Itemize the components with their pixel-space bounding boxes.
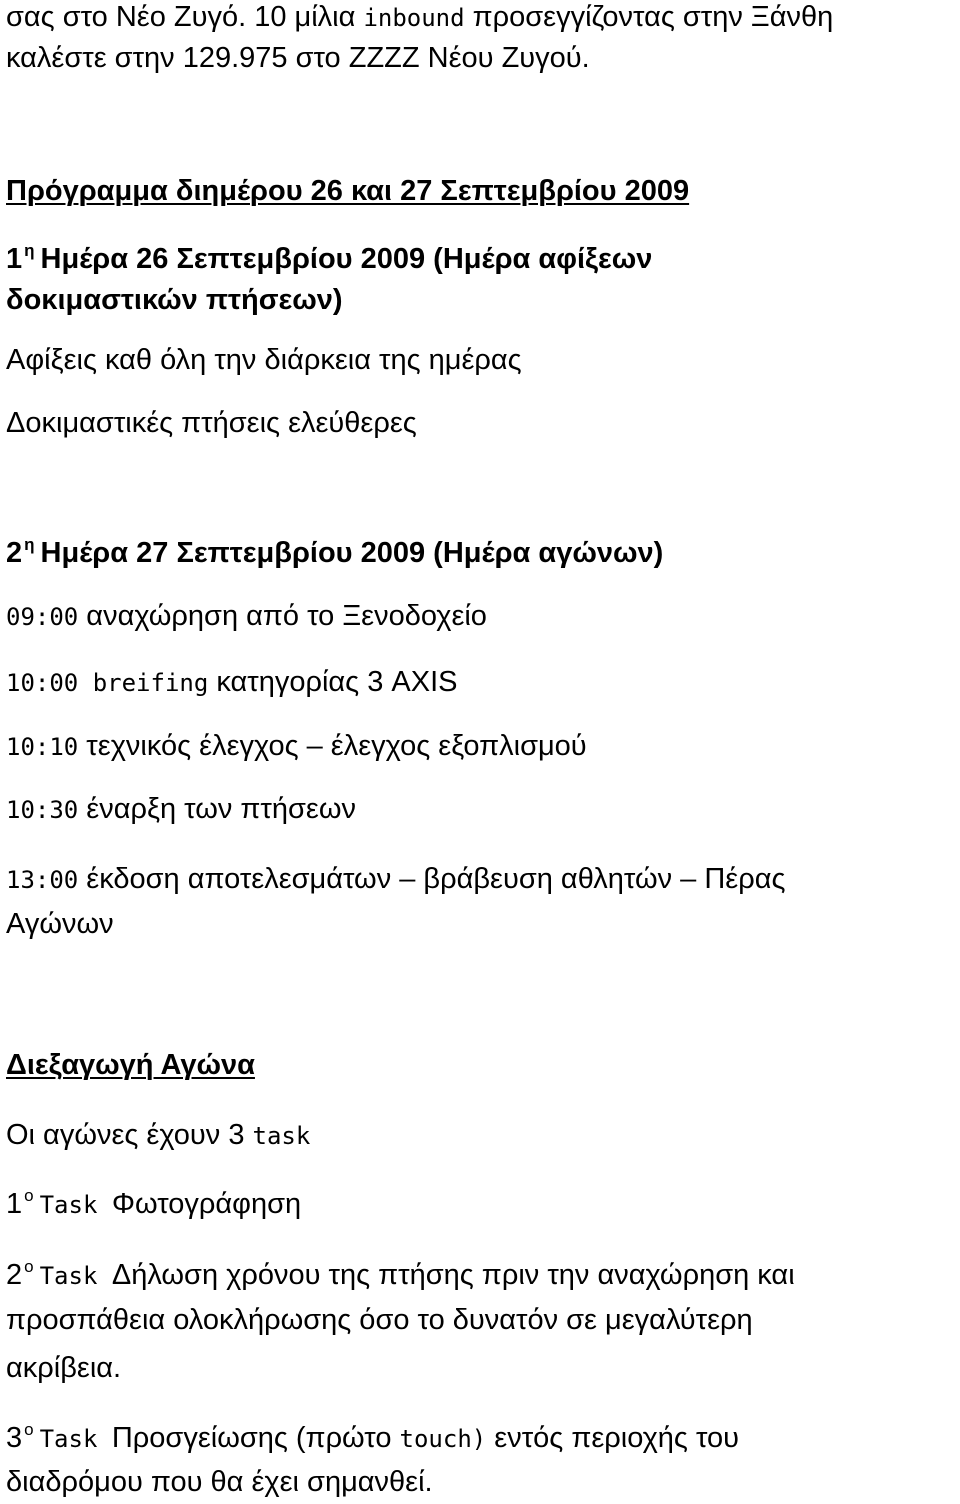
task-number: 2: [6, 1259, 23, 1291]
schedule-item: [6, 792, 356, 827]
task-ordinal: ο: [24, 1257, 34, 1276]
day2-ordinal: η: [24, 535, 35, 554]
task-2: [6, 1258, 795, 1293]
schedule-text: έκδοση αποτελεσμάτων – βράβευση αθλητών – Πέρας: [78, 863, 786, 895]
task-ordinal: ο: [24, 1186, 34, 1205]
schedule-text: τεχνικός έλεγχος – έλεγχος εξοπλισμού: [78, 730, 587, 762]
task-number: 3: [6, 1422, 23, 1454]
intro-line-1: [6, 0, 833, 35]
schedule-item: [6, 665, 458, 700]
intro-line-2: καλέστε στην 129.975 στο ZZZZ Νέου Ζυγού.: [6, 42, 590, 74]
day2-title-text: Ημέρα 27 Σεπτεμβρίου 2009 (Ημέρα αγώνων): [40, 537, 664, 569]
task-1: [6, 1187, 301, 1222]
schedule-time: 10:30: [6, 796, 79, 824]
task-text: Προσγείωσης (πρώτο: [111, 1422, 400, 1454]
task-label: Task: [39, 1262, 112, 1290]
conduct-intro-mono: task: [252, 1122, 311, 1150]
schedule-item: [6, 862, 785, 897]
task-text: Δήλωση χρόνου της πτήσης πριν την αναχώρηση και: [111, 1259, 795, 1291]
intro-text: προσεγγίζοντας στην Ξάνθη: [464, 1, 834, 33]
schedule-item: [6, 599, 487, 634]
schedule-item: [6, 729, 587, 764]
schedule-time: 13:00: [6, 866, 79, 894]
task-label: Task: [39, 1191, 112, 1219]
day1-ordinal: η: [24, 241, 35, 260]
task-text: εντός περιοχής του: [486, 1422, 739, 1454]
task-label: Task: [39, 1425, 112, 1453]
schedule-text: κατηγορίας 3 AXIS: [208, 666, 458, 698]
schedule-time: 09:00: [6, 603, 79, 631]
schedule-text: έναρξη των πτήσεων: [78, 793, 356, 825]
day1-number: 1: [6, 243, 23, 275]
conduct-intro: [6, 1118, 310, 1153]
conduct-intro-text: Οι αγώνες έχουν 3: [6, 1119, 253, 1151]
program-heading: Πρόγραμμα διημέρου 26 και 27 Σεπτεμβρίου 2009: [6, 175, 690, 207]
schedule-time: 10:10: [6, 733, 79, 761]
task-text: Φωτογράφηση: [111, 1188, 302, 1220]
task-2-cont: προσπάθεια ολοκλήρωσης όσο το δυνατόν σε μεγαλύτερη: [6, 1304, 753, 1336]
day1-title-text: Ημέρα 26 Σεπτεμβρίου 2009 (Ημέρα αφίξεων: [40, 243, 653, 275]
conduct-heading: Διεξαγωγή Αγώνα: [6, 1049, 255, 1081]
intro-text: σας στο Νέο Ζυγό. 10 μίλια: [6, 1, 364, 33]
day1-item-arrivals: Αφίξεις καθ όλη την διάρκεια της ημέρας: [6, 344, 522, 376]
intro-mono-word: inbound: [363, 4, 465, 32]
task-3-cont: διαδρόμου που θα έχει σημανθεί.: [6, 1466, 433, 1498]
schedule-time: 10:00 breifing: [6, 669, 209, 697]
day1-item-test-flights: Δοκιμαστικές πτήσεις ελεύθερες: [6, 407, 417, 439]
day2-title: [6, 536, 663, 570]
task-2-cont: ακρίβεια.: [6, 1352, 122, 1384]
schedule-item-cont: Αγώνων: [6, 908, 114, 940]
day1-title-cont: δοκιμαστικών πτήσεων): [6, 284, 343, 316]
task-3: [6, 1421, 739, 1456]
schedule-text: αναχώρηση από το Ξενοδοχείο: [78, 600, 487, 632]
task-ordinal: ο: [24, 1420, 34, 1439]
task-number: 1: [6, 1188, 23, 1220]
task-mono-word: touch): [399, 1425, 487, 1453]
day1-title: [6, 242, 652, 276]
day2-number: 2: [6, 537, 23, 569]
